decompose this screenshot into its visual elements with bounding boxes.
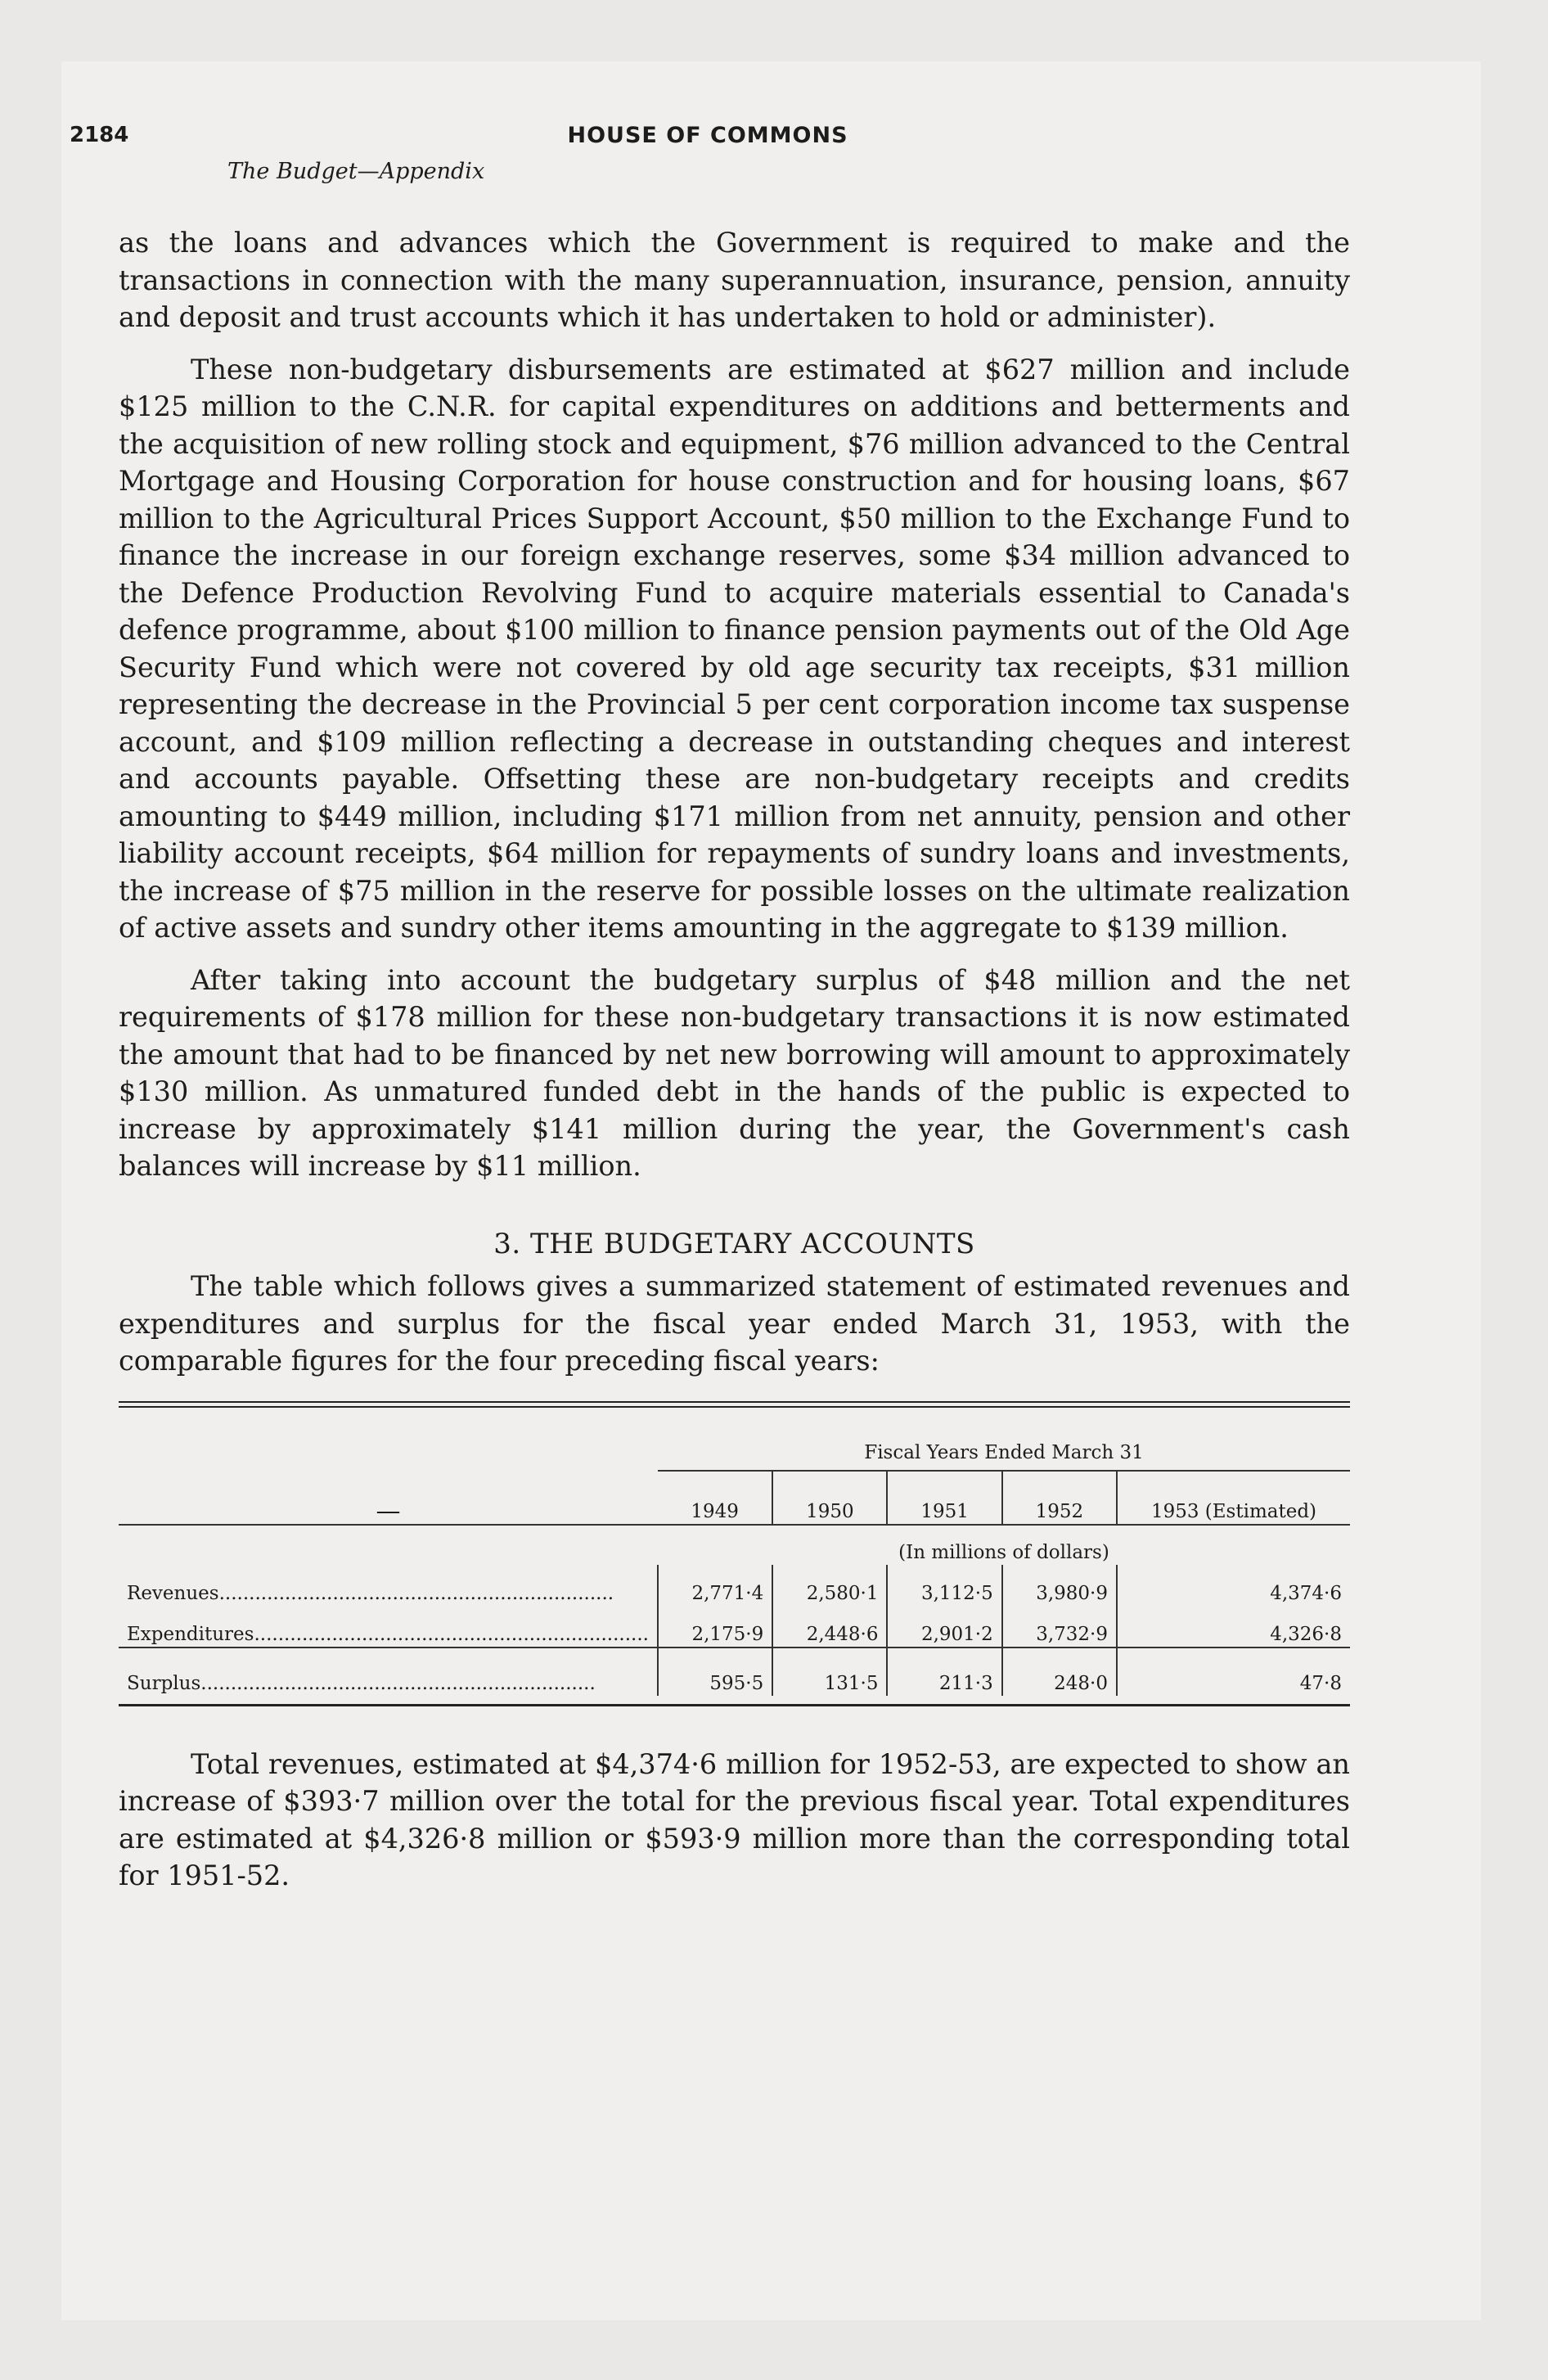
table-cell: 595·5 [658,1648,772,1696]
table-cell: 2,771·4 [658,1565,772,1606]
table-row [119,1648,1350,1696]
table-row [119,1606,1350,1648]
table-cell: 2,175·9 [658,1606,772,1648]
table-cell: 3,980·9 [1002,1565,1117,1606]
table-cell: 2,901·2 [887,1606,1001,1648]
body-text [119,224,1350,1909]
table-cell: 131·5 [772,1648,887,1696]
table-cell: 47·8 [1117,1648,1350,1696]
year-header: 1949 [691,1500,739,1522]
table-row [119,1565,1350,1606]
table-cell: 3,732·9 [1002,1606,1117,1648]
paragraph-table-intro: The table which follows gives a summarized statement of estimated revenues and expenditures and surplus for the fiscal year ended March 31, 1953, with the comparable figures for the four preceding fiscal years: [119,1270,1350,1377]
table-cell: 4,326·8 [1117,1606,1350,1648]
section-subtitle: The Budget—Appendix [227,159,485,184]
table-cell: 248·0 [1002,1648,1117,1696]
year-header: 1952 [1002,1471,1117,1525]
page-header [70,123,1346,196]
paragraph-totals: Total revenues, estimated at $4,374·6 million for 1952-53, are expected to show an increase of $393·7 million over the total for the previous fiscal year. Total expenditures are estimated at $4,326·8 million or $593·9 million more than the corresponding total for 1951-52. [119,1747,1350,1891]
page-number: 2184 [70,123,129,147]
year-header: 1951 [887,1471,1001,1525]
paragraph-non-budgetary-disbursements: These non-budgetary disbursements are estimated at $627 million and include $125 million to the C.N.R. for capital expenditures on additions and betterments and the acquisition of new rolling stock and equipment, $76 million advanced to the Central Mortgage and Housing Corporation for house construction and for housing loans, $67 million to the Agricultural Prices Support Account, $50 million to the Exchange Fund to finance the increase in our foreign exchange reserves, some $34 million advanced to the Defence Production Revolving Fund to acquire materials essential to Canada's defence programme, about $100 million to finance pension payments out of the Old Age Security Fund which were not covered by old age security tax receipts, $31 million representing the decrease in the Provincial 5 per cent corporation income tax suspense account, and $109 million reflecting a decrease in outstanding cheques and interest and accounts payable. Offsetting these are non-budgetary receipts and credits amounting to $449 million, including $171 million from net annuity, pension and other liability account receipts, $64 million for repayments of sundry loans and investments, the increase of $75 million in the reserve for possible losses on the ultimate realization of active assets and sundry other items amounting in the aggregate to $139 million. [119,353,1350,944]
fiscal-years-header: Fiscal Years Ended March 31 [658,1419,1350,1471]
section-heading: 3. THE BUDGETARY ACCOUNTS [493,1227,975,1260]
paragraph-continuation: as the loans and advances which the Government is required to make and the transactions in connection with the many superannuation, insurance, pension, annuity and deposit and trust accounts which it has undertaken to hold or administer). [119,227,1350,333]
table-cell: 211·3 [887,1648,1001,1696]
table-bottom-rule [119,1704,1350,1706]
row-label: Revenues.................................................................. [127,1582,614,1604]
table-cell: 2,448·6 [772,1606,887,1648]
year-header: 1950 [772,1471,887,1525]
paragraph-borrowing-requirements: After taking into account the budgetary surplus of $48 million and the net requirements of $178 million for these non-budgetary transactions it is now estimated the amount that had to be financed by net new borrowing will amount to approximately $130 million. As unmatured funded debt in the hands of the public is expected to increase by approximately $141 million during the year, the Government's cash balances will increase by $11 million. [119,963,1350,1182]
table-cell: 2,580·1 [772,1565,887,1606]
table-cell: 3,112·5 [887,1565,1001,1606]
year-header: 1953 (Estimated) [1117,1471,1350,1525]
unit-note: (In millions of dollars) [658,1525,1350,1565]
table-cell: 4,374·6 [1117,1565,1350,1606]
stub-header: — [376,1496,401,1526]
budgetary-accounts-table [119,1419,1350,1696]
row-label: Surplus.................................................................. [119,1648,658,1696]
row-label: Expenditures.................................................................. [127,1623,649,1645]
table-top-rule [119,1401,1350,1408]
running-head: HOUSE OF COMMONS [567,123,848,148]
